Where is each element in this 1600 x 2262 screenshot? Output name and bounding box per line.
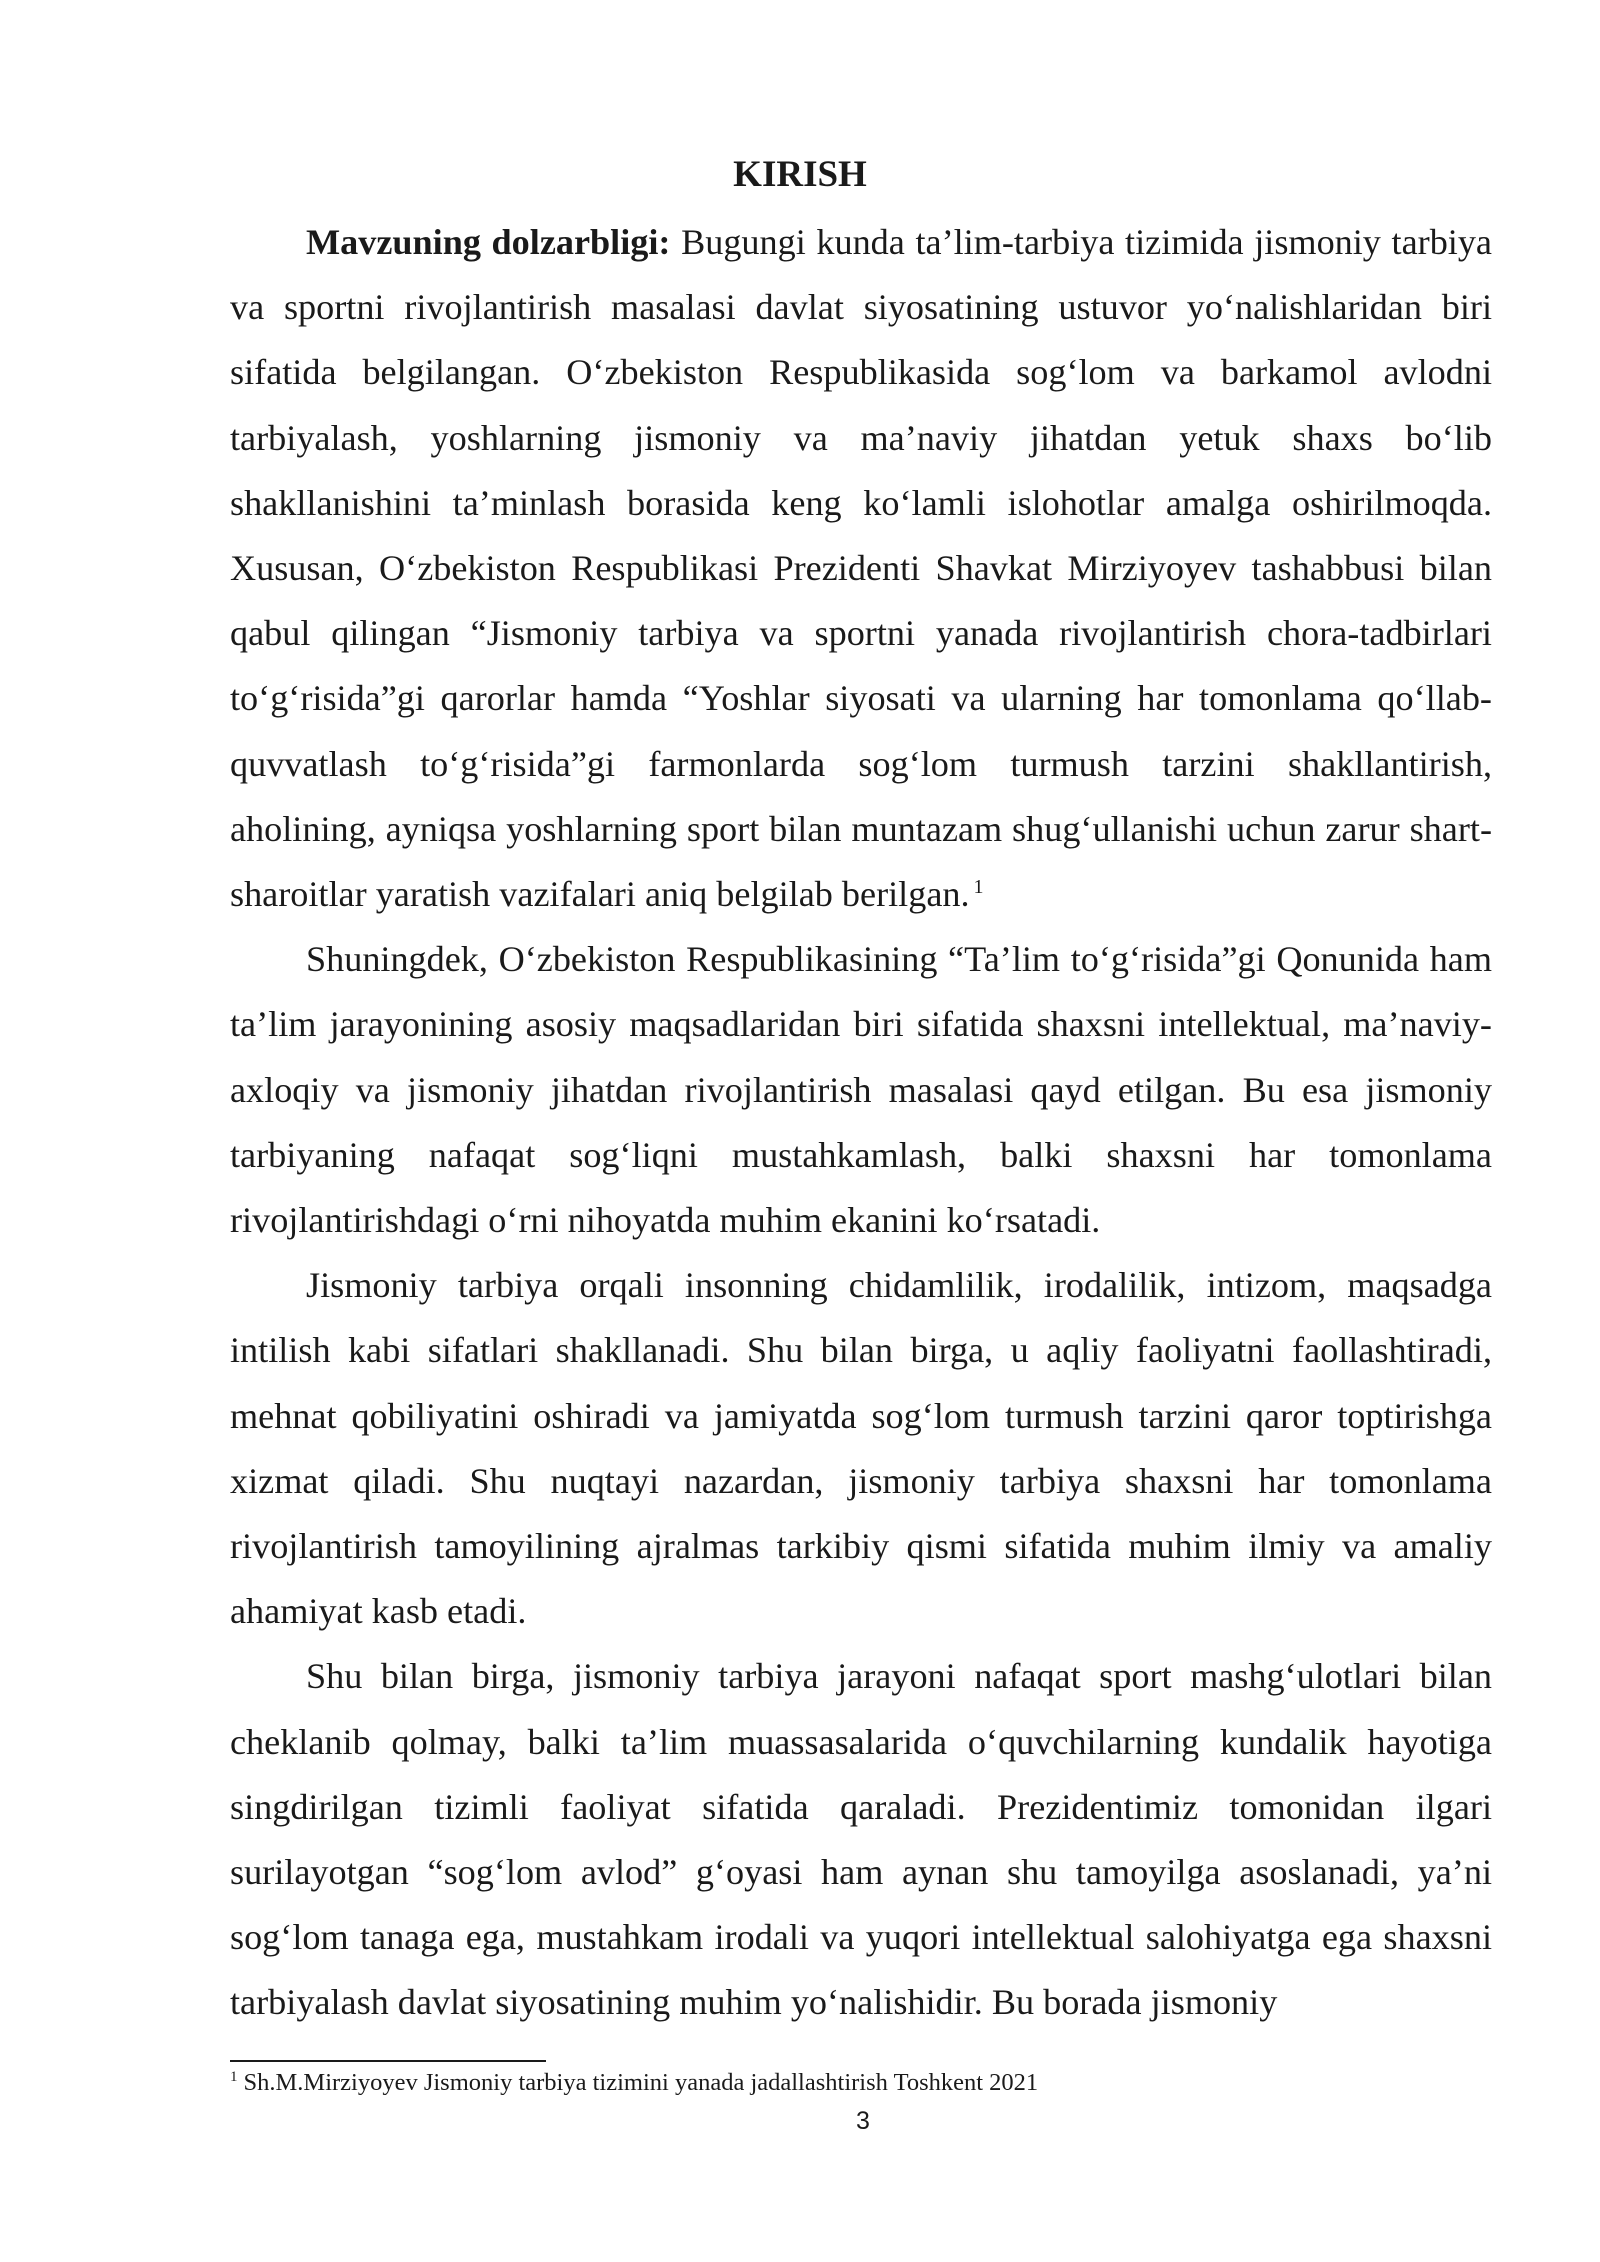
footnote-reference[interactable]: 1: [973, 875, 984, 898]
page-number: 3: [856, 2107, 870, 2135]
footnote-number: 1: [230, 2068, 238, 2085]
paragraph-education-law: Shuningdek, O‘zbekiston Respublikasining “Ta’lim to‘g‘risida”gi Qonunida ham ta’lim jarayonining asosiy maqsadlaridan biri sifatida shaxsni intellektual, ma’naviy-axloqiy va jismoniy jihatdan rivojlantirish masalasi qayd etilgan. Bu esa jismoniy tarbiyaning nafaqat sog‘liqni mustahkamlash, balki shaxsni har tomonlama rivojlantirishdagi o‘rni nihoyatda muhim ekanini ko‘rsatadi.: [230, 939, 1492, 1241]
paragraph-healthy-generation: Shu bilan birga, jismoniy tarbiya jarayoni nafaqat sport mashg‘ulotlari bilan cheklanib qolmay, balki ta’lim muassasalarida o‘quvchilarning kundalik hayotiga singdirilgan tizimli faoliyat sifatida qaraladi. Prezidentimiz tomonidan ilgari surilayotgan “sog‘lom avlod” g‘oyasi ham aynan shu tamoyilga asoslanadi, ya’ni sog‘lom tanaga ega, mustahkam irodali va yuqori intellektual salohiyatga ega shaxsni tarbiyalash davlat siyosatining muhim yo‘nalishidir. Bu borada jismoniy: [230, 1656, 1492, 2023]
paragraph-qualities: Jismoniy tarbiya orqali insonning chidamlilik, irodalilik, intizom, maqsadga intilish kabi sifatlari shakllanadi. Shu bilan birga, u aqliy faoliyatni faollashtiradi, mehnat qobiliyatini oshiradi va jamiyatda sog‘lom turmush tarzini qaror toptirishga xizmat qiladi. Shu nuqtayi nazardan, jismoniy tarbiya shaxsni har tomonlama rivojlantirish tamoyilining ajralmas tarkibiy qismi sifatida muhim ilmiy va amaliy ahamiyat kasb etadi.: [230, 1265, 1492, 1632]
footnote-separator: [230, 2060, 546, 2062]
footnote: [230, 2066, 1492, 2100]
footnote-text: Sh.M.Mirziyoyev Jismoniy tarbiya tizimini yanada jadallashtirish Toshkent 2021: [243, 2069, 1039, 2096]
paragraph-relevance: [230, 210, 1492, 927]
paragraph-lead: Mavzuning dolzarbligi:: [306, 222, 671, 262]
paragraph-text: Bugungi kunda ta’lim-tarbiya tizimida jismoniy tarbiya va sportni rivojlantirish masalasi davlat siyosatining ustuvor yo‘nalishlaridan biri sifatida belgilangan. O‘zbekiston Respublikasida sog‘lom va barkamol avlodni tarbiyalash, yoshlarning jismoniy va ma’naviy jihatdan yetuk shaxs bo‘lib shakllanishini ta’minlash borasida keng ko‘lamli islohotlar amalga oshirilmoqda. Xususan, O‘zbekiston Respublikasi Prezidenti Shavkat Mirziyoyev tashabbusi bilan qabul qilingan “Jismoniy tarbiya va sportni yanada rivojlantirish chora-tadbirlari to‘g‘risida”gi qarorlar hamda “Yoshlar siyosati va ularning har tomonlama qo‘llab-quvvatlash to‘g‘risida”gi farmonlarda sog‘lom turmush tarzini shakllantirish, aholining, ayniqsa yoshlarning sport bilan muntazam shug‘ullanishi uchun zarur shart-sharoitlar yaratish vazifalari aniq belgilab berilgan.: [230, 222, 1492, 915]
body-text: [230, 210, 1492, 2036]
page-title: KIRISH: [733, 154, 867, 195]
